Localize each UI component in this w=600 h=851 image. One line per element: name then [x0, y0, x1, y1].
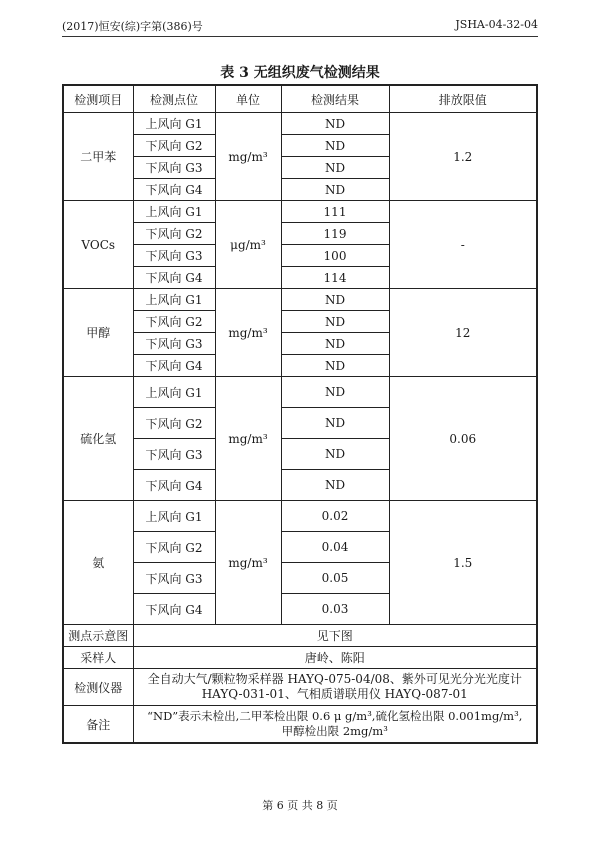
- table-title: 表 3 无组织废气检测结果: [220, 65, 380, 81]
- instruments-label: 检测仪器: [63, 669, 133, 706]
- result: ND: [281, 439, 389, 470]
- point: 下风向 G3: [133, 439, 215, 470]
- col-header-point: 检测点位: [133, 85, 215, 113]
- point: 上风向 G1: [133, 377, 215, 408]
- col-header-limit: 排放限值: [389, 85, 537, 113]
- sampler-row: [63, 647, 537, 669]
- result: ND: [281, 377, 389, 408]
- point: 下风向 G4: [133, 594, 215, 625]
- unit: mg/m³: [215, 289, 281, 377]
- point: 下风向 G4: [133, 179, 215, 201]
- instruments-value: [133, 669, 537, 706]
- remarks-label: 备注: [63, 706, 133, 744]
- item-name: 甲醇: [63, 289, 133, 377]
- result: 100: [281, 245, 389, 267]
- col-header-unit: 单位: [215, 85, 281, 113]
- limit: -: [389, 201, 537, 289]
- point: 下风向 G2: [133, 408, 215, 439]
- diagram-label: 测点示意图: [63, 625, 133, 647]
- result: 0.02: [281, 501, 389, 532]
- point: 下风向 G2: [133, 135, 215, 157]
- point: 下风向 G4: [133, 267, 215, 289]
- table-row: [63, 289, 537, 311]
- sampler-label: 采样人: [63, 647, 133, 669]
- point: 上风向 G1: [133, 289, 215, 311]
- unit: mg/m³: [215, 501, 281, 625]
- group-vocs: [63, 201, 537, 289]
- item-name: 二甲苯: [63, 113, 133, 201]
- result: 0.04: [281, 532, 389, 563]
- table-row: [63, 113, 537, 135]
- result: 119: [281, 223, 389, 245]
- limit: 0.06: [389, 377, 537, 501]
- sampler-value: 唐岭、陈阳: [133, 647, 537, 669]
- col-header-result: 检测结果: [281, 85, 389, 113]
- unit: mg/m³: [215, 377, 281, 501]
- point: 下风向 G3: [133, 563, 215, 594]
- table-row: [63, 501, 537, 532]
- result: ND: [281, 470, 389, 501]
- point: 下风向 G2: [133, 532, 215, 563]
- diagram-row: [63, 625, 537, 647]
- item-name: VOCs: [63, 201, 133, 289]
- instruments-line-2: HAYQ-031-01、气相质谱联用仪 HAYQ-087-01: [201, 687, 468, 701]
- result: 111: [281, 201, 389, 223]
- point: 下风向 G4: [133, 355, 215, 377]
- col-header-item: 检测项目: [63, 85, 133, 113]
- result: ND: [281, 311, 389, 333]
- result: 0.05: [281, 563, 389, 594]
- remarks-line-2: 甲醇检出限 2mg/m³: [281, 724, 388, 738]
- results-table: [62, 84, 538, 744]
- document-reference: (2017)恒安(综)字第(386)号: [62, 20, 203, 33]
- point: 上风向 G1: [133, 113, 215, 135]
- result: ND: [281, 355, 389, 377]
- table-row: [63, 201, 537, 223]
- group-methanol: [63, 289, 537, 377]
- instruments-row: [63, 669, 537, 706]
- group-hydrogen-sulfide: [63, 377, 537, 501]
- result: ND: [281, 179, 389, 201]
- item-name: 硫化氢: [63, 377, 133, 501]
- point: 下风向 G4: [133, 470, 215, 501]
- result: 0.03: [281, 594, 389, 625]
- point: 下风向 G2: [133, 311, 215, 333]
- table-row: [63, 377, 537, 408]
- point: 上风向 G1: [133, 501, 215, 532]
- result: ND: [281, 157, 389, 179]
- point: 下风向 G3: [133, 245, 215, 267]
- remarks-row: [63, 706, 537, 744]
- point: 下风向 G3: [133, 333, 215, 355]
- point: 下风向 G3: [133, 157, 215, 179]
- result: ND: [281, 333, 389, 355]
- table-header-row: [63, 85, 537, 113]
- result: ND: [281, 289, 389, 311]
- unit: mg/m³: [215, 113, 281, 201]
- limit: 1.5: [389, 501, 537, 625]
- remarks-value: [133, 706, 537, 744]
- result: ND: [281, 113, 389, 135]
- instruments-line-1: 全自动大气/颗粒物采样器 HAYQ-075-04/08、紫外可见光分光光度计: [147, 672, 522, 686]
- report-code: JSHA-04-32-04: [455, 18, 538, 31]
- group-ammonia: [63, 501, 537, 625]
- limit: 1.2: [389, 113, 537, 201]
- diagram-value: 见下图: [133, 625, 537, 647]
- unit: μg/m³: [215, 201, 281, 289]
- remarks-line-1: “ND”表示未检出,二甲苯检出限 0.6 μ g/m³,硫化氢检出限 0.001mg/m³,: [147, 709, 523, 723]
- result: ND: [281, 408, 389, 439]
- group-xylene: [63, 113, 537, 201]
- point: 下风向 G2: [133, 223, 215, 245]
- item-name: 氨: [63, 501, 133, 625]
- header-divider: [62, 36, 538, 37]
- limit: 12: [389, 289, 537, 377]
- point: 上风向 G1: [133, 201, 215, 223]
- result: 114: [281, 267, 389, 289]
- result: ND: [281, 135, 389, 157]
- page-number: 第 6 页 共 8 页: [262, 799, 338, 812]
